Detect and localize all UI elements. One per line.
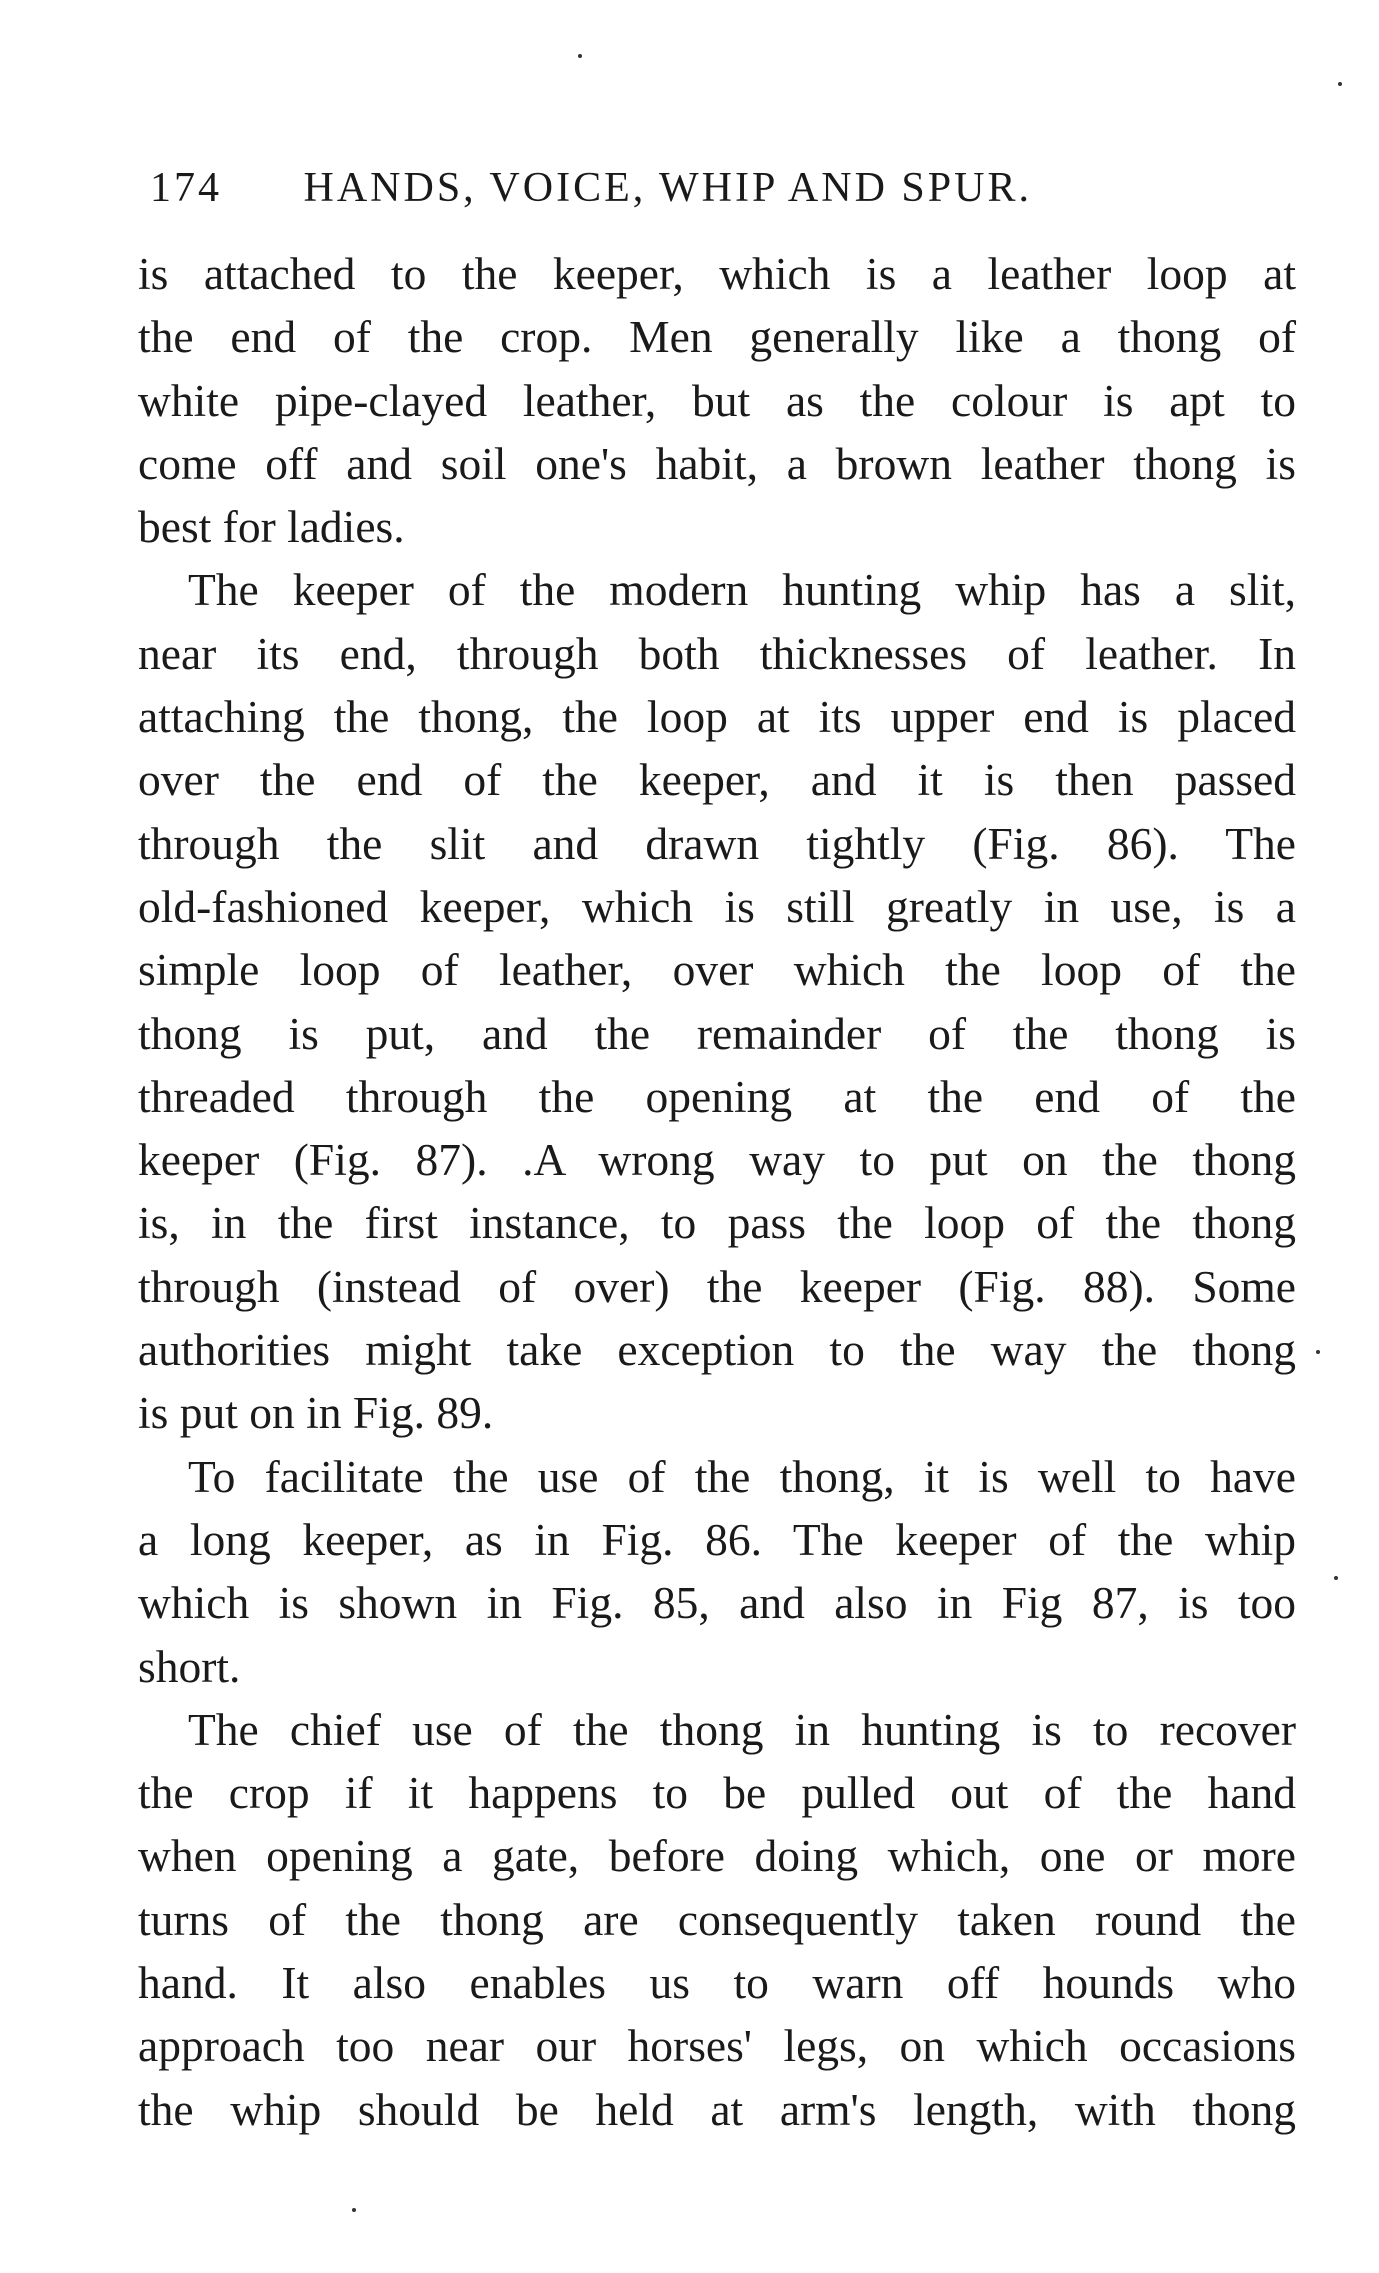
text-line: The keeper of the modern hunting whip has a slit, bbox=[188, 564, 1296, 616]
text-line: through (instead of over) the keeper (Fig. 88). Some bbox=[138, 1260, 1296, 1312]
text-line: authorities might take exception to the way the thong bbox=[138, 1324, 1296, 1376]
paragraph bbox=[138, 1445, 1296, 1698]
text-line: keeper (Fig. 87). .A wrong way to put on the thong bbox=[138, 1134, 1296, 1186]
text-line: white pipe-clayed leather, but as the colour is apt to bbox=[138, 374, 1296, 426]
running-head: HANDS, VOICE, WHIP AND SPUR. bbox=[303, 165, 1032, 211]
body-text bbox=[138, 242, 1296, 2141]
scan-speck bbox=[1334, 1576, 1338, 1580]
text-line: attaching the thong, the loop at its upper end is placed bbox=[138, 691, 1296, 743]
text-line: the whip should be held at arm's length, with thong bbox=[138, 2083, 1296, 2135]
text-line: through the slit and drawn tightly (Fig. 86). The bbox=[138, 817, 1296, 869]
text-line: the end of the crop. Men generally like a thong of bbox=[138, 311, 1296, 363]
page-header bbox=[150, 158, 1300, 218]
text-line: threaded through the opening at the end of the bbox=[138, 1070, 1296, 1122]
text-line: which is shown in Fig. 85, and also in Fig 87, is too bbox=[138, 1577, 1296, 1629]
paragraph bbox=[138, 242, 1296, 558]
scan-speck bbox=[578, 54, 582, 58]
text-line: old-fashioned keeper, which is still greatly in use, is a bbox=[138, 880, 1296, 932]
text-line: near its end, through both thicknesses of leather. In bbox=[138, 627, 1296, 679]
scan-speck bbox=[1338, 82, 1342, 86]
text-line: is attached to the keeper, which is a leather loop at bbox=[138, 248, 1296, 299]
text-line: is, in the first instance, to pass the loop of the thong bbox=[138, 1197, 1296, 1249]
page-number: 174 bbox=[150, 165, 222, 211]
text-line: is put on in Fig. 89. bbox=[138, 1387, 494, 1439]
text-line: The chief use of the thong in hunting is to recover bbox=[188, 1703, 1296, 1755]
scan-speck bbox=[1316, 1350, 1320, 1354]
paragraph bbox=[138, 1698, 1296, 2141]
text-line: hand. It also enables us to warn off hounds who bbox=[138, 1957, 1296, 2009]
text-line: approach too near our horses' legs, on which occasions bbox=[138, 2020, 1296, 2072]
paragraph bbox=[138, 558, 1296, 1444]
text-line: the crop if it happens to be pulled out of the hand bbox=[138, 1767, 1296, 1819]
text-line: turns of the thong are consequently taken round the bbox=[138, 1893, 1296, 1945]
text-line: come off and soil one's habit, a brown leather thong is bbox=[138, 437, 1296, 489]
text-line: simple loop of leather, over which the loop of the bbox=[138, 944, 1296, 996]
text-line: a long keeper, as in Fig. 86. The keeper of the whip bbox=[138, 1513, 1296, 1565]
text-line: best for ladies. bbox=[138, 501, 405, 553]
text-line: thong is put, and the remainder of the thong is bbox=[138, 1007, 1296, 1059]
text-line: over the end of the keeper, and it is then passed bbox=[138, 754, 1296, 806]
text-line: when opening a gate, before doing which, one or more bbox=[138, 1830, 1296, 1882]
text-line: To facilitate the use of the thong, it is well to have bbox=[188, 1450, 1296, 1502]
text-line: short. bbox=[138, 1640, 241, 1692]
scan-speck bbox=[352, 2208, 356, 2212]
